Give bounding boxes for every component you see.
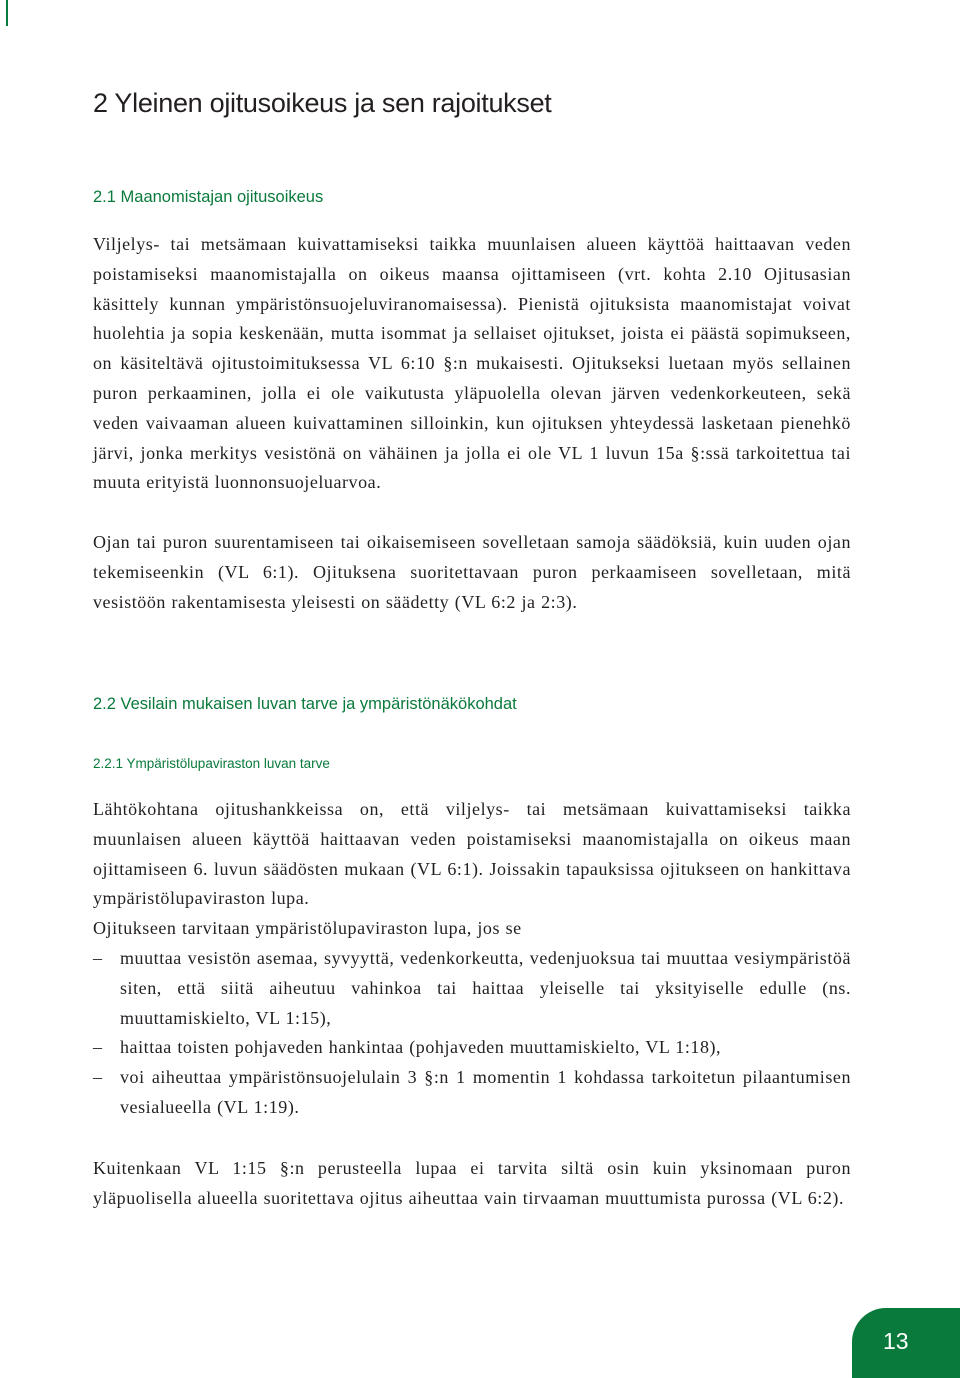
list-item-text: muuttaa vesistön asemaa, syvyyttä, vedenkorkeutta, vedenjuoksua tai muuttaa vesiympäristöä siten, että siitä aiheutuu vahinkoa tai haittaa yleiselle tai yksityiselle edulle (ns. muuttamiskielto, VL 1:15), bbox=[120, 948, 851, 1028]
subsection-heading-2-2-1: 2.2.1 Ympäristölupaviraston luvan tarve bbox=[93, 756, 330, 771]
list-item bbox=[93, 944, 851, 1033]
list-item-text: haittaa toisten pohjaveden hankintaa (pohjaveden muuttamiskielto, VL 1:18), bbox=[120, 1037, 722, 1058]
list-item bbox=[93, 1063, 851, 1123]
section-heading-2-2: 2.2 Vesilain mukaisen luvan tarve ja ympäristönäkökohdat bbox=[93, 695, 517, 713]
list-item bbox=[93, 1033, 851, 1063]
dash-marker: – bbox=[93, 1037, 103, 1058]
dash-marker: – bbox=[93, 1067, 103, 1088]
list-intro: Ojitukseen tarvitaan ympäristölupaviraston lupa, jos se bbox=[93, 918, 522, 938]
chapter-title: 2 Yleinen ojitusoikeus ja sen rajoitukset bbox=[93, 88, 552, 118]
crop-mark bbox=[6, 0, 8, 26]
section-2-1-paragraph-2: Ojan tai puron suurentamiseen tai oikaisemiseen sovelletaan samoja säädöksiä, kuin uuden ojan tekemiseenkin (VL 6:1). Ojituksena suoritettavaan puron perkaamiseen sovelletaan, mitä vesistöön rakentamisesta yleisesti on säädetty (VL 6:2 ja 2:3). bbox=[93, 532, 851, 612]
subsection-2-2-1-paragraph-1: Lähtökohtana ojitushankkeissa on, että viljelys- tai metsämaan kuivattamiseksi taikka muunlaisen alueen käyttöä haittaavan veden poistamiseksi maanomistajalla on oikeus maan ojittamiseen 6. luvun säädösten mukaan (VL 6:1). Joissakin tapauksissa ojitukseen on hankittava ympäristölupaviraston lupa. bbox=[93, 799, 851, 909]
page-number: 13 bbox=[883, 1328, 909, 1354]
subsection-2-2-1-paragraph-2: Kuitenkaan VL 1:15 §:n perusteella lupaa ei tarvita siltä osin kuin yksinomaan puron yläpuolisella alueella suoritettava ojitus aiheuttaa vain tirvaaman muuttumista purossa (VL 6:2). bbox=[93, 1158, 851, 1208]
dash-marker: – bbox=[93, 948, 103, 968]
permit-conditions-list bbox=[93, 944, 851, 1123]
section-2-1-paragraph-1: Viljelys- tai metsämaan kuivattamiseksi taikka muunlaisen alueen käyttöä haittaavan veden poistamiseksi maanomistajalla on oikeus maansa ojittamiseen (vrt. kohta 2.10 Ojitusasian käsittely kunnan ympäristönsuojeluviranomaisessa). Pienistä ojituksista maanomistajat voivat huolehtia ja sopia keskenään, mutta isommat ja sellaiset ojitukset, joista ei päästä sopimukseen, on käsiteltävä ojitustoimituksessa VL 6:10 §:n mukaisesti. Ojitukseksi luetaan myös sellainen puron perkaaminen, jolla ei ole vaikutusta yläpuolella olevan järven vedenkorkeuteen, sekä veden vaivaaman alueen kuivattaminen silloinkin, kun ojituksen yhteydessä lasketaan pienehkö järvi, jonka merkitys vesistönä on vähäinen ja jolla ei ole VL 1 luvun 15a §:ssä tarkoitettua tai muuta erityistä luonnonsuojeluarvoa. bbox=[93, 234, 851, 493]
list-item-text: voi aiheuttaa ympäristönsuojelulain 3 §:n 1 momentin 1 kohdassa tarkoitetun pilaantumisen vesialueella (VL 1:19). bbox=[120, 1067, 851, 1117]
section-heading-2-1: 2.1 Maanomistajan ojitusoikeus bbox=[93, 188, 324, 206]
